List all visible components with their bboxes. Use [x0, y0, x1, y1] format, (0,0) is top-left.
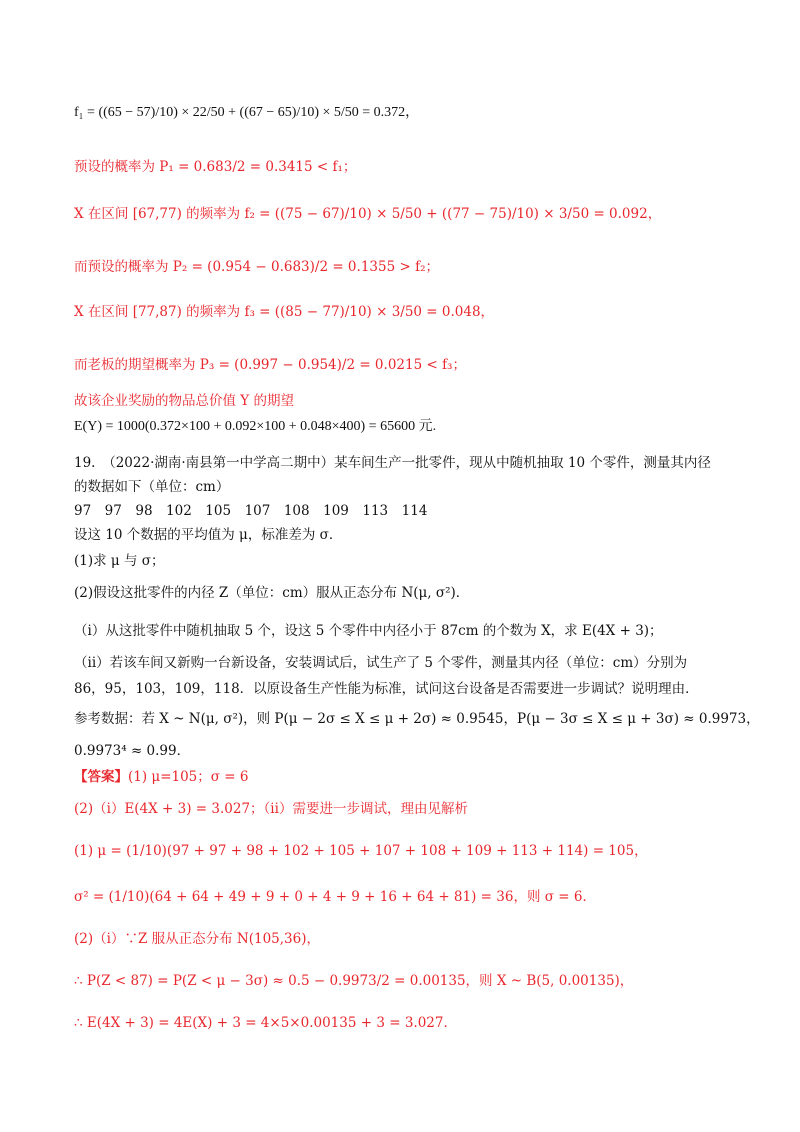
expectation-heading: 故该企业奖励的物品总价值 Y 的期望 [74, 393, 294, 409]
solution-sigma: σ² = (1/10)(64 + 64 + 49 + 9 + 0 + 4 + 9 + 16 + 64 + 81) = 36，则 σ = 6． [74, 889, 596, 905]
reference-data: 参考数据：若 X ~ N(μ, σ²)，则 P(μ − 2σ ≤ X ≤ μ + 2σ) ≈ 0.9545，P(μ − 3σ ≤ X ≤ μ + 3σ) ≈ 0.9973， [74, 711, 760, 727]
preset-probability-p1: 预设的概率为 P₁ = 0.683/2 = 0.3415 < f₁； [74, 159, 357, 175]
reference-data-power: 0.9973⁴ ≈ 0.99． [74, 743, 191, 759]
problem-19-data: 97 97 98 102 105 107 108 109 113 114 [74, 503, 428, 519]
question-2: (2)假设这批零件的内径 Z（单位：cm）服从正态分布 N(μ, σ²)． [74, 585, 470, 601]
answer-line-2: (2)（i）E(4X + 3) = 3.027；（ii）需要进一步调试，理由见解析 [74, 801, 468, 817]
question-1: (1)求 μ 与 σ； [74, 553, 165, 569]
question-2-ii: （ii）若该车间又新购一台新设备，安装调试后，试生产了 5 个零件，测量其内径（单位：cm）分别为 [74, 655, 688, 671]
frequency-f2: X 在区间 [67,77) 的频率为 f₂ = ((75 − 67)/10) × 5/50 + ((77 − 75)/10) × 3/50 = 0.092， [74, 206, 662, 222]
problem-19-definition: 设这 10 个数据的平均值为 μ，标准差为 σ． [74, 527, 343, 543]
solution-normal-distribution: (2)（i）∵Z 服从正态分布 N(105,36)， [74, 931, 320, 947]
problem-19-units: 的数据如下（单位：cm） [74, 479, 230, 495]
expected-probability-p3: 而老板的期望概率为 P₃ = (0.997 − 0.954)/2 = 0.0215 < f₃； [74, 357, 466, 373]
frequency-f3: X 在区间 [77,87) 的频率为 f₃ = ((85 − 77)/10) × 3/50 = 0.048， [74, 304, 495, 320]
solution-mu: (1) μ = (1/10)(97 + 97 + 98 + 102 + 105 + 107 + 108 + 109 + 113 + 114) = 105， [74, 843, 648, 859]
answer-label: 【答案】 [74, 769, 128, 785]
solution-expectation: ∴ E(4X + 3) = 4E(X) + 3 = 4×5×0.00135 + 3 = 3.027． [74, 1015, 457, 1031]
formula-f1: f₁ = ((65 − 57)/10) × 22/50 + ((67 − 65)/10) × 5/50 = 0.372， [74, 105, 420, 120]
preset-probability-p2: 而预设的概率为 P₂ = (0.954 − 0.683)/2 = 0.1355 > f₂； [74, 259, 439, 275]
answer-part-1: (1) μ=105；σ = 6 [128, 769, 249, 785]
expectation-result: E(Y) = 1000(0.372×100 + 0.092×100 + 0.048×400) = 65600 元. [74, 419, 437, 434]
question-2-ii-continued: 86，95，103，109，118．以原设备生产性能为标准，试问这台设备是否需要进一步调试？说明理由． [74, 681, 699, 697]
solution-probability: ∴ P(Z < 87) = P(Z < μ − 3σ) ≈ 0.5 − 0.9973/2 = 0.00135，则 X ~ B(5, 0.00135)， [74, 973, 634, 989]
answer-line-1 [74, 768, 760, 786]
problem-19-statement: 19. （2022·湖南·南县第一中学高二期中）某车间生产一批零件，现从中随机抽取 10 个零件，测量其内径 [74, 455, 711, 471]
question-2-i: （i）从这批零件中随机抽取 5 个，设这 5 个零件中内径小于 87cm 的个数为 X，求 E(4X + 3)； [74, 623, 663, 639]
